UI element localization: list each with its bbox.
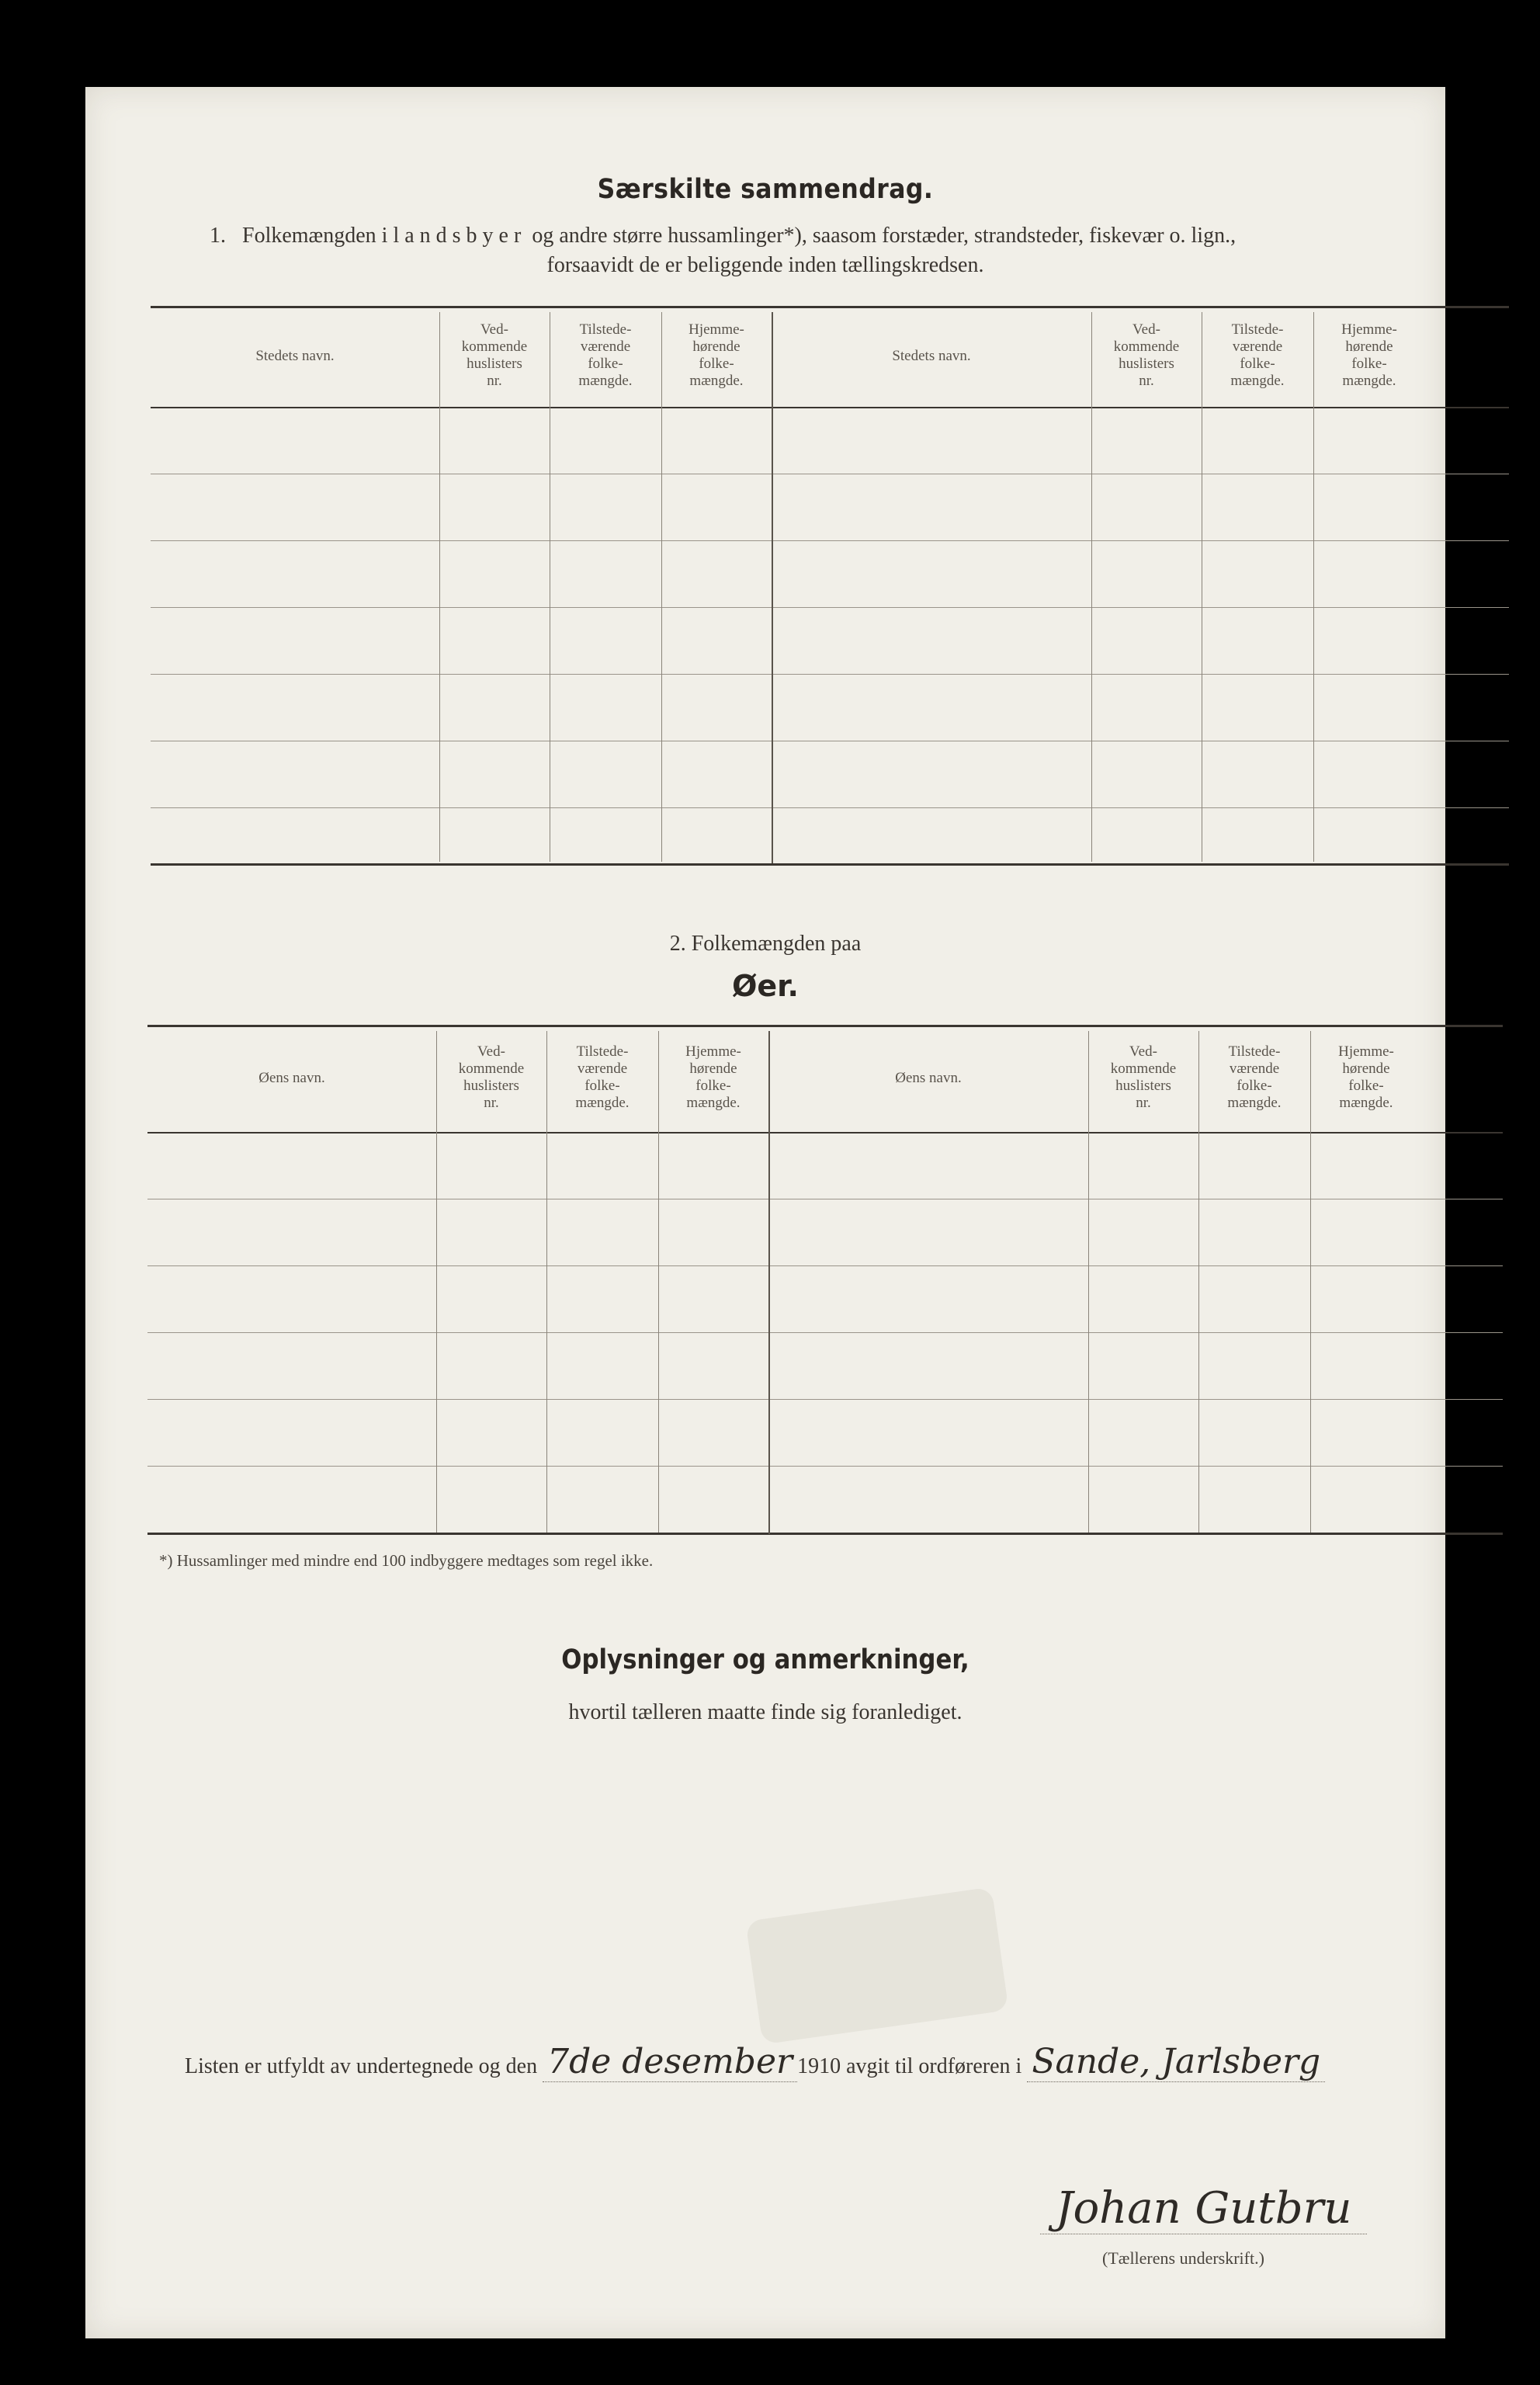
t2-col-oens-navn-2: Øens navn. [895,1070,962,1086]
t1-col-hjemmehorende-2: Hjemme- hørende folke- mængde. [1341,321,1397,389]
signature-line [185,2042,1325,2082]
faded-stamp [745,1887,1008,2045]
section2-title-oer: Øer. [732,969,799,1003]
section1-intro-line2: forsaavidt de er beliggende inden tællingskredsen. [546,253,984,277]
t2-col-hjemmehorende: Hjemme- hørende folke- mængde. [685,1043,741,1111]
page-title: Særskilte sammendrag. [597,174,934,205]
handwritten-signature: Johan Gutbru [1040,2183,1367,2234]
table-oer [147,1025,1503,1630]
handwritten-place: Sande, Jarlsberg [1027,2042,1325,2082]
remarks-title: Oplysninger og anmerkninger, [561,1644,969,1675]
signature-mid-text: avgit til ordføreren i [846,2054,1022,2078]
remarks-subtitle: hvortil tælleren maatte finde sig foranlediget. [568,1700,962,1724]
section1-text-b: og andre større hussamlinger*), saasom forstæder, strandsteder, fiskevær o. lign., [532,224,1237,248]
t1-col-tilstedevaerende-2: Tilstede- værende folke- mængde. [1230,321,1285,389]
census-form-page [85,87,1445,2338]
signature-year: 1910 [797,2054,841,2078]
t1-col-stedets-navn: Stedets navn. [255,348,335,364]
section1-spaced-word: landsbyer [393,224,527,248]
t2-col-vedkommende: Ved- kommende huslisters nr. [458,1043,525,1111]
table-landsbyer [151,306,1509,974]
t1-col-vedkommende-2: Ved- kommende huslisters nr. [1113,321,1180,389]
section1-intro-line1 [210,224,1236,248]
section1-text-a: Folkemængden i [242,224,388,248]
t2-col-hjemmehorende-2: Hjemme- hørende folke- mængde. [1338,1043,1394,1111]
t1-col-tilstedevaerende: Tilstede- værende folke- mængde. [578,321,633,389]
t1-col-vedkommende: Ved- kommende huslisters nr. [461,321,528,389]
t2-col-tilstedevaerende: Tilstede- værende folke- mængde. [575,1043,630,1111]
t1-col-stedets-navn-2: Stedets navn. [892,348,971,364]
section2-heading: 2. Folkemængden paa [669,932,862,956]
signature-pre-text: Listen er utfyldt av undertegnede og den [185,2054,538,2078]
signature-caption: (Tællerens underskrift.) [1102,2248,1264,2268]
handwritten-date: 7de desember [543,2042,797,2082]
footnote: *) Hussamlinger med mindre end 100 indbyggere medtages som regel ikke. [159,1551,654,1570]
t2-col-oens-navn: Øens navn. [258,1070,325,1086]
t2-col-vedkommende-2: Ved- kommende huslisters nr. [1110,1043,1177,1111]
t2-col-tilstedevaerende-2: Tilstede- værende folke- mængde. [1227,1043,1282,1111]
section1-number: 1. [210,224,226,248]
t1-col-hjemmehorende: Hjemme- hørende folke- mængde. [688,321,744,389]
